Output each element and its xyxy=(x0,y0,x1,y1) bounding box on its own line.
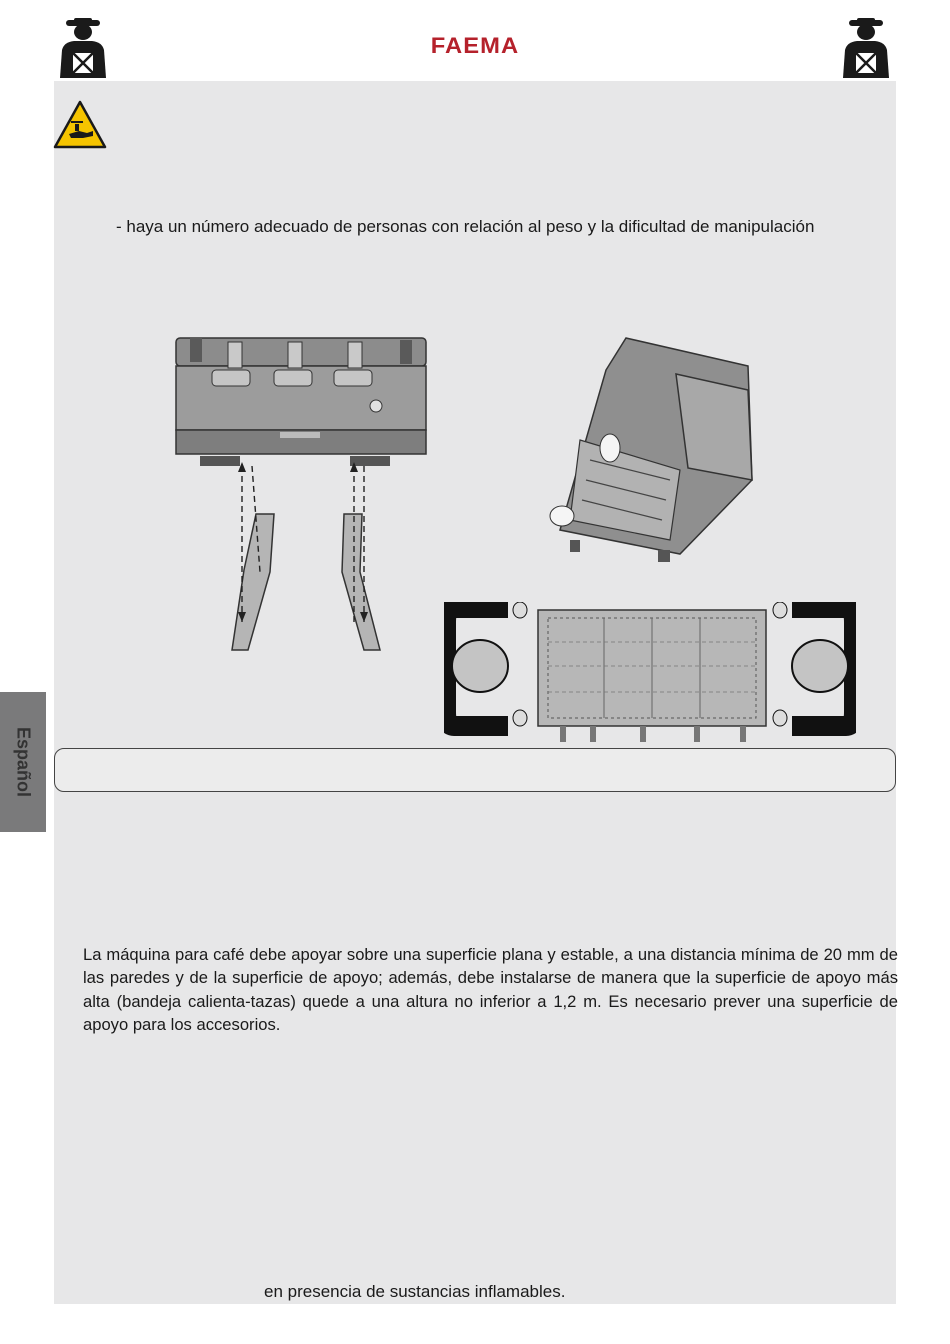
installation-paragraph xyxy=(83,943,898,1037)
worker-protective-equipment-icon xyxy=(52,18,114,80)
faema-logo xyxy=(400,34,550,56)
coffee-machine-front-figure xyxy=(170,332,432,652)
svg-text:FAEMA: FAEMA xyxy=(430,34,520,56)
worker-protective-equipment-icon xyxy=(835,18,897,80)
coffee-machine-tilted-figure xyxy=(540,330,760,572)
hand-crush-warning-icon xyxy=(53,100,107,150)
warning-text: - haya un número adecuado de personas con relación al peso y la dificultad de manipulación xyxy=(116,217,815,236)
language-tab-label: Español xyxy=(13,726,34,798)
section-heading-box xyxy=(54,748,896,792)
coffee-machine-top-view-figure xyxy=(444,602,856,750)
language-side-tab[interactable] xyxy=(0,692,46,832)
footer-line-text: en presencia de sustancias inflamables. xyxy=(264,1282,566,1301)
paragraph-text: La máquina para café debe apoyar sobre una superficie plana y estable, a una distancia mínima de 20 mm de las paredes y de la superficie de apoyo; además, debe instalarse de manera que la superficie de apoyo más alta (bandeja calienta-tazas) quede a una altura no inferior a 1,2 m. Es necesario prever una superficie de apoyo para los accesorios. xyxy=(83,945,898,1035)
